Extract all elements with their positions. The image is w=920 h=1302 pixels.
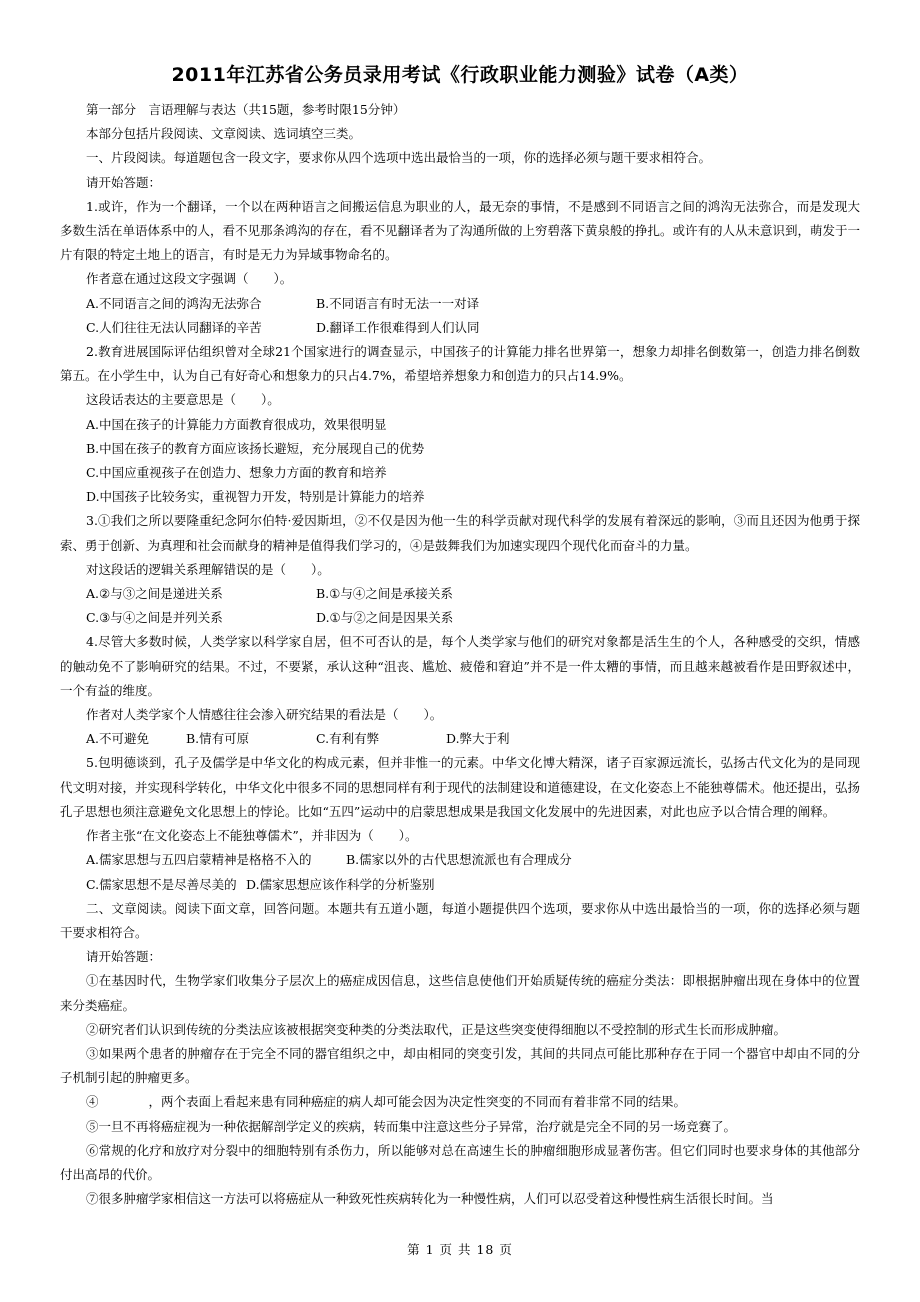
option-c: C.儒家思想不是尽善尽美的	[86, 876, 237, 892]
question-4-stem: 4.尽管大多数时候，人类学家以科学家自居，但不可否认的是，每个人类学家与他们的研究对象都是活生生的个人，各种感受的交织，情感的触动免不了影响研究的结果。不过，不要紧，承认这种“沮丧、尴尬、疲倦和窘迫”并不是一件太糟的事情，而且越来越被看作是田野叙述中，一个有益的维度。	[60, 634, 860, 698]
part-2-start-prompt: 请开始答题：	[86, 949, 162, 965]
option-a: A.不同语言之间的鸿沟无法弥合	[86, 295, 262, 311]
question-1-options-row-1	[60, 292, 860, 316]
article-paragraph-4: ④ ，两个表面上看起来患有同种癌症的病人却可能会因为决定性突变的不同而有着非常不同的结果。	[86, 1094, 687, 1110]
question-3-options-row-1	[60, 582, 860, 606]
document-page	[60, 62, 860, 1242]
option-d: D.中国孩子比较务实，重视智力开发，特别是计算能力的培养	[86, 489, 425, 505]
option-b: B.儒家以外的古代思想流派也有合理成分	[346, 852, 572, 868]
option-d: D.翻译工作很难得到人们认同	[316, 319, 480, 335]
option-a: A.②与③之间是递进关系	[86, 586, 223, 602]
question-3-options-row-2	[60, 606, 860, 630]
article-paragraph-3: ③如果两个患者的肿瘤存在于完全不同的器官组织之中，却由相同的突变引发，其间的共同点可能比那种存在于同一个器官中却由不同的分子机制引起的肿瘤更多。	[60, 1045, 860, 1086]
question-3-prompt: 对这段话的逻辑关系理解错误的是（ ）。	[86, 561, 330, 577]
option-b: B.①与④之间是承接关系	[316, 586, 453, 602]
option-c: C.中国应重视孩子在创造力、想象力方面的教育和培养	[86, 465, 387, 481]
question-5-options-row-1	[60, 848, 860, 872]
part-2-heading: 二、文章阅读。阅读下面文章，回答问题。本题共有五道小题，每道小题提供四个选项，要求你从中选出最恰当的一项，你的选择必须与题干要求相符合。	[60, 900, 860, 940]
question-1-stem: 1.或许，作为一个翻译，一个以在两种语言之间搬运信息为职业的人，最无奈的事情，不是感到不同语言之间的鸿沟无法弥合，而是发现大多数生活在单语体系中的人，看不见那条鸿沟的存在，看不见翻译者为了沟通所做的上穷碧落下黄泉般的挣扎。或许有的人从未意识到，萌发于一片有限的特定土地上的语言，有时是无力为异域事物命名的。	[60, 198, 860, 263]
article-paragraph-2: ②研究者们认识到传统的分类法应该被根据突变种类的分类法取代，正是这些突变使得细胞以不受控制的形式生长而形成肿瘤。	[86, 1021, 787, 1037]
option-d: D.弊大于利	[446, 731, 510, 747]
option-a: A.不可避免	[86, 731, 150, 747]
section-note: 本部分包括片段阅读、文章阅读、选词填空三类。	[86, 126, 362, 142]
option-b: B.不同语言有时无法一一对译	[316, 295, 480, 311]
option-c: C.③与④之间是并列关系	[86, 610, 223, 626]
question-4-options-row	[60, 727, 860, 751]
question-5-stem: 5.包明德谈到，孔子及儒学是中华文化的构成元素，但并非惟一的元素。中华文化博大精深，诸子百家源远流长，弘扬古代文化为的是同现代文明对接，并实现科学转化，中华文化中很多不同的思想同样有利于现代的法制建设和道德建设，在文化姿态上不能独尊儒术。他还提出，弘扬孔子思想也须注意避免文化思想上的悖论。比如“五四”运动中的启蒙思想成果是我国文化发展中的先进因素，对此也应予以合情合理的阐释。	[60, 755, 860, 819]
start-prompt: 请开始答题：	[86, 174, 162, 190]
question-2-stem: 2.教育进展国际评估组织曾对全球21个国家进行的调查显示，中国孩子的计算能力排名世界第一，想象力却排名倒数第一，创造力排名倒数第五。在小学生中，认为自己有好奇心和想象力的只占4.7%，希望培养想象力和创造力的只占14.9%。	[60, 344, 860, 384]
article-paragraph-6: ⑥常规的化疗和放疗对分裂中的细胞特别有杀伤力，所以能够对总在高速生长的肿瘤细胞形成显著伤害。但它们同时也要求身体的其他部分付出高昂的代价。	[60, 1142, 860, 1182]
option-d: D.儒家思想应该作科学的分析鉴别	[246, 876, 435, 892]
question-3-stem: 3.①我们之所以要隆重纪念阿尔伯特·爱因斯坦，②不仅是因为他一生的科学贡献对现代科学的发展有着深远的影响，③而且还因为他勇于探索、勇于创新、为真理和社会而献身的精神是值得我们学习的，④是鼓舞我们为加速实现四个现代化而奋斗的力量。	[60, 513, 860, 553]
document-title: 2011年江苏省公务员录用考试《行政职业能力测验》试卷（A类）	[171, 64, 749, 86]
option-c: C.人们往往无法认同翻译的辛苦	[86, 319, 262, 335]
article-paragraph-1: ①在基因时代，生物学家们收集分子层次上的癌症成因信息，这些信息使他们开始质疑传统的癌症分类法：即根据肿瘤出现在身体中的位置来分类癌症。	[60, 973, 860, 1013]
option-a: A.儒家思想与五四启蒙精神是格格不入的	[86, 852, 312, 868]
section-heading: 第一部分 言语理解与表达（共15题，参考时限15分钟）	[86, 102, 406, 117]
page-footer: 第 1 页 共 18 页	[407, 1242, 513, 1257]
question-5-prompt: 作者主张“在文化姿态上不能独尊儒术”，并非因为（ ）。	[86, 828, 418, 844]
part-instruction: 一、片段阅读。每道题包含一段文字，要求你从四个选项中选出最恰当的一项，你的选择必须与题干要求相符合。	[86, 150, 712, 166]
option-b: B.中国在孩子的教育方面应该扬长避短，充分展现自己的优势	[86, 440, 425, 456]
option-c: C.有利有弊	[316, 731, 380, 747]
question-1-prompt: 作者意在通过这段文字强调（ ）。	[86, 271, 293, 287]
article-paragraph-7: ⑦很多肿瘤学家相信这一方法可以将癌症从一种致死性疾病转化为一种慢性病，人们可以忍受着这种慢性病生活很长时间。当	[86, 1191, 774, 1207]
question-4-prompt: 作者对人类学家个人情感往往会渗入研究结果的看法是（ ）。	[86, 707, 443, 723]
question-2-prompt: 这段话表达的主要意思是（ ）。	[86, 392, 280, 408]
question-1-options-row-2	[60, 316, 860, 340]
option-b: B.情有可原	[186, 731, 250, 747]
question-5-options-row-2	[60, 873, 860, 897]
article-paragraph-5: ⑤一旦不再将癌症视为一种依据解剖学定义的疾病，转而集中注意这些分子异常，治疗就是完全不同的另一场竞赛了。	[86, 1118, 737, 1134]
option-d: D.①与②之间是因果关系	[316, 610, 454, 626]
option-a: A.中国在孩子的计算能力方面教育很成功，效果很明显	[86, 416, 387, 432]
